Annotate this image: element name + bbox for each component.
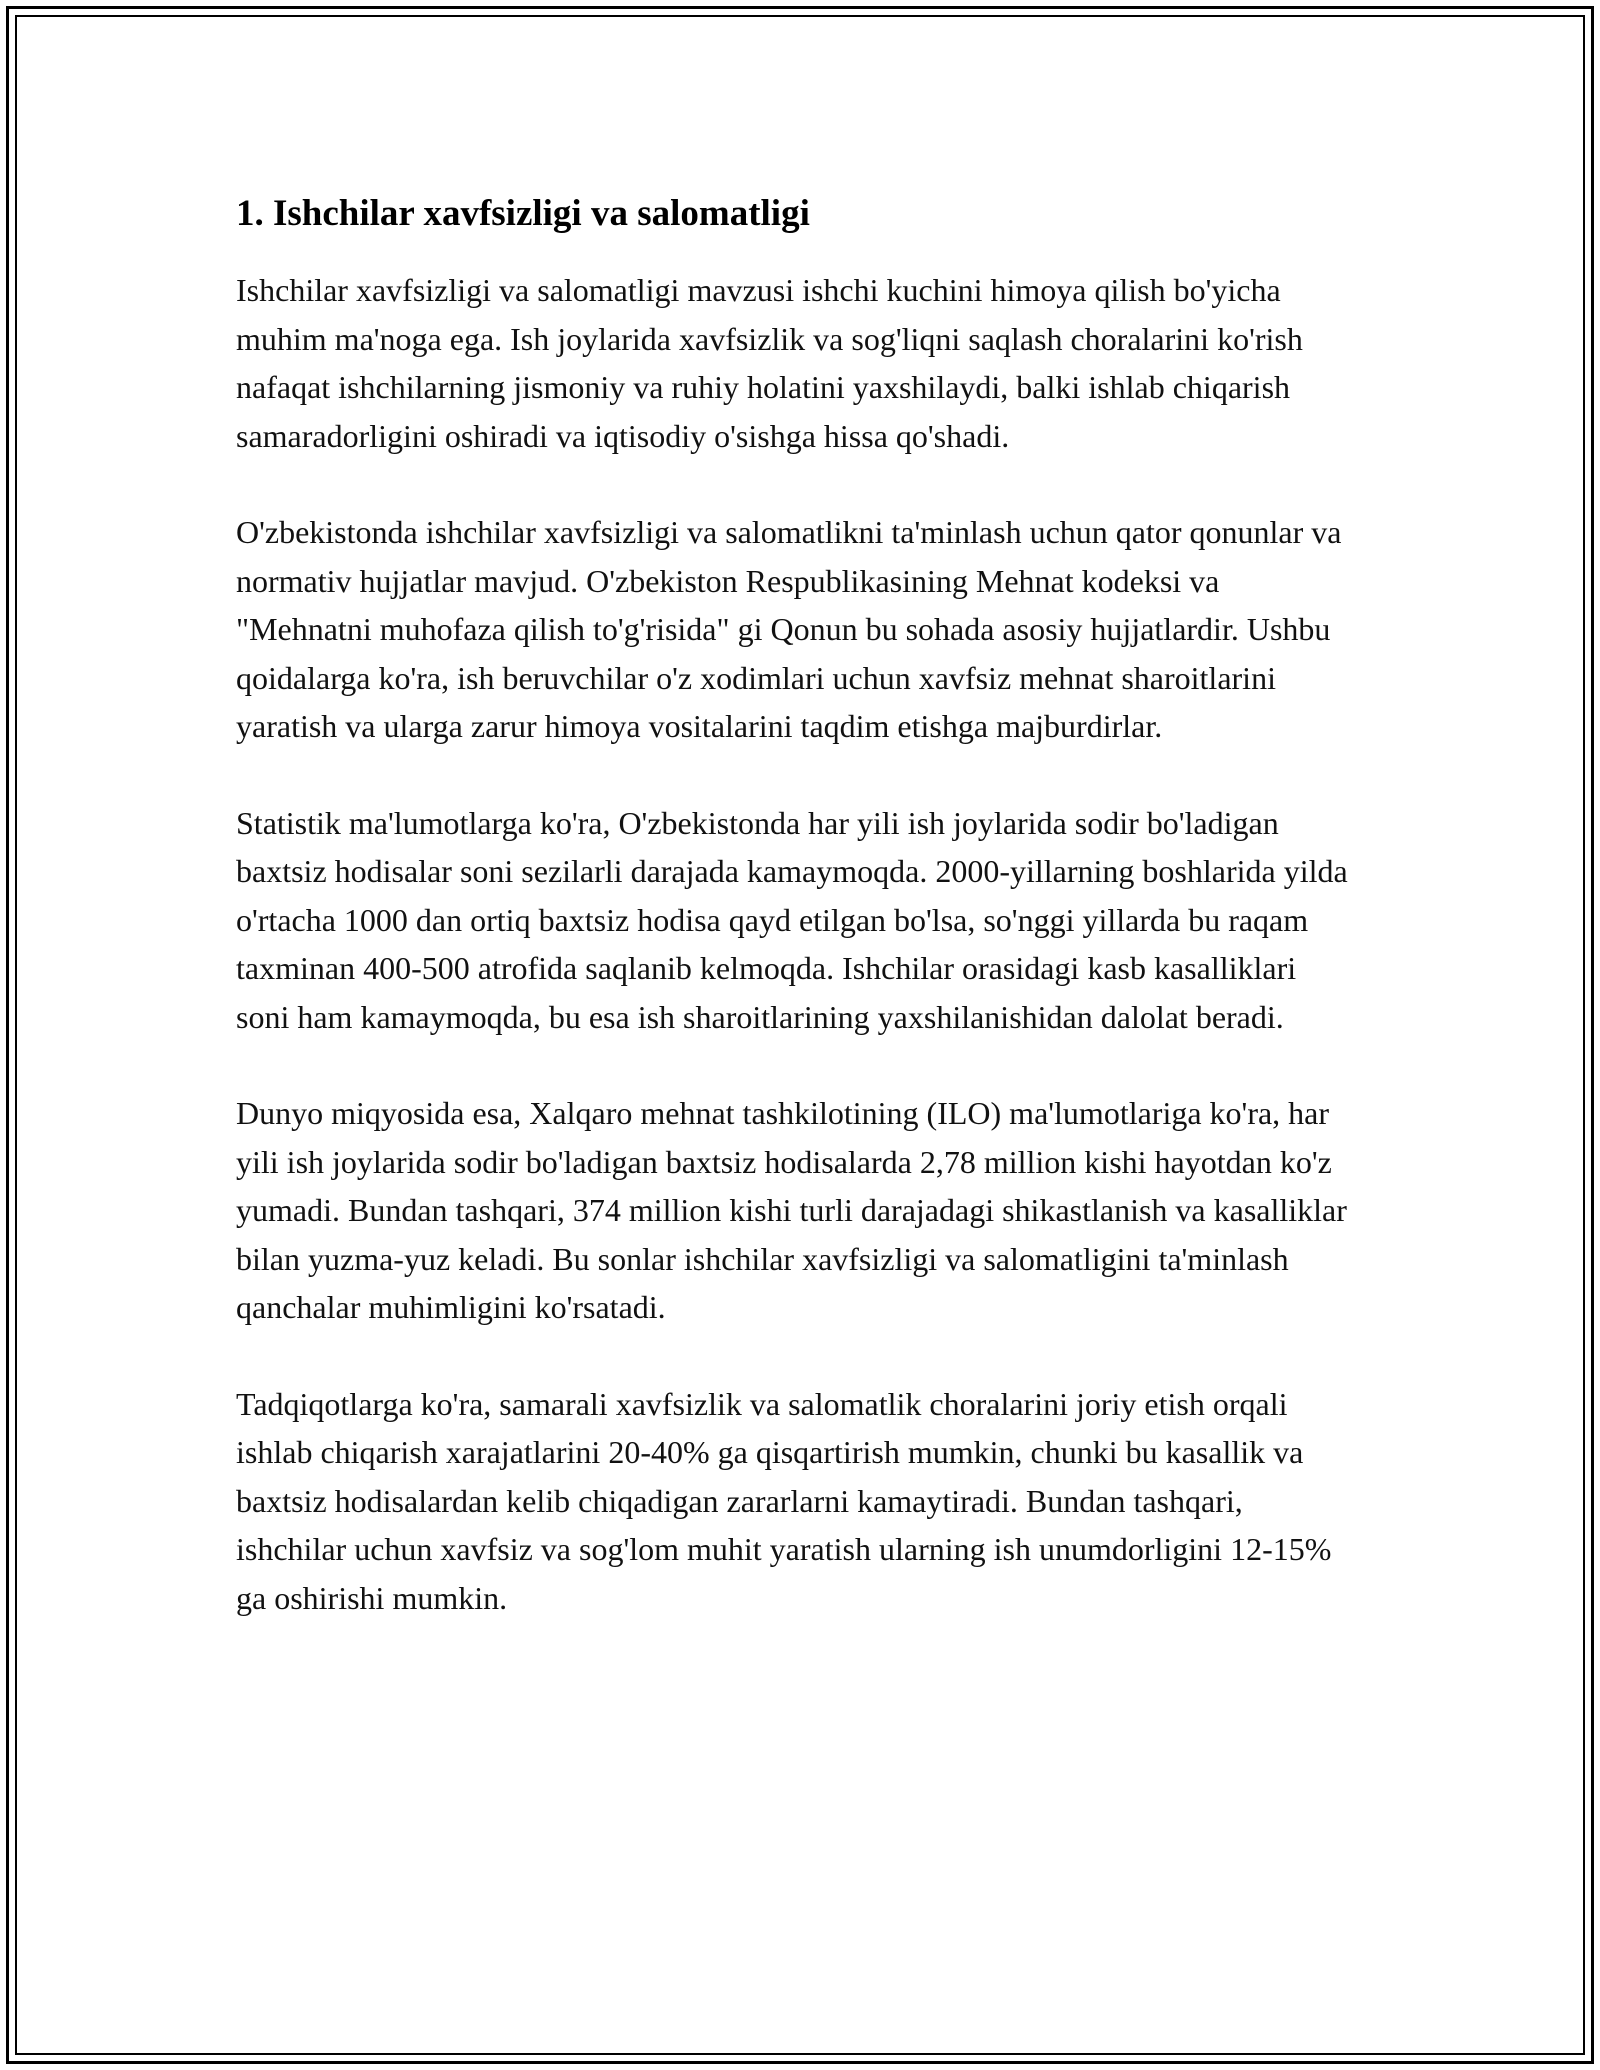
paragraph-legislation: O'zbekistonda ishchilar xavfsizligi va salomatlikni ta'minlash uchun qator qonunlar va normativ hujjatlar mavjud. O'zbekiston Respublikasining Mehnat kodeksi va "Mehnatni muhofaza qilish to'g'risida" gi Qonun bu sohada asosiy hujjatlardir. Ushbu qoidalarga ko'ra, ish beruvchilar o'z xodimlari uchun xavfsiz mehnat sharoitlarini yaratish va ularga zarur himoya vositalarini taqdim etishga majburdirlar. — [236, 514, 1342, 744]
paragraph-intro: Ishchilar xavfsizligi va salomatligi mavzusi ishchi kuchini himoya qilish bo'yicha muhim ma'noga ega. Ish joylarida xavfsizlik va sog'liqni saqlash choralarini ko'rish nafaqat ishchilarning jismoniy va ruhiy holatini yaxshilaydi, balki ishlab chiqarish samaradorligini oshiradi va iqtisodiy o'sishga hissa qo'shadi. — [236, 272, 1303, 454]
paragraph-global-statistics: Dunyo miqyosida esa, Xalqaro mehnat tashkilotining (ILO) ma'lumotlariga ko'ra, har yili ish joylarida sodir bo'ladigan baxtsiz hodisalarda 2,78 million kishi hayotdan ko'z yumadi. Bundan tashqari, 374 million kishi turli darajadagi shikastlanish va kasalliklar bilan yuzma-yuz keladi. Bu sonlar ishchilar xavfsizligi va salomatligini ta'minlash qanchalar muhimligini ko'rsatadi. — [236, 1095, 1347, 1325]
document-body — [236, 186, 1356, 1670]
paragraph-research-findings: Tadqiqotlarga ko'ra, samarali xavfsizlik va salomatlik choralarini joriy etish orqali ishlab chiqarish xarajatlarini 20-40% ga qisqartirish mumkin, chunki bu kasallik va baxtsiz hodisalardan kelib chiqadigan zararlarni kamaytiradi. Bundan tashqari, ishchilar uchun xavfsiz va sog'lom muhit yaratish ularning ish unumdorligini 12-15% ga oshirishi mumkin. — [236, 1385, 1332, 1616]
paragraph-national-statistics: Statistik ma'lumotlarga ko'ra, O'zbekistonda har yili ish joylarida sodir bo'ladigan baxtsiz hodisalar soni sezilarli darajada kamaymoqda. 2000-yillarning boshlarida yilda o'rtacha 1000 dan ortiq baxtsiz hodisa qayd etilgan bo'lsa, so'nggi yillarda bu raqam taxminan 400-500 atrofida saqlanib kelmoqda. Ishchilar orasidagi kasb kasalliklari soni ham kamaymoqda, bu esa ish sharoitlarining yaxshilanishidan dalolat beradi. — [236, 804, 1348, 1035]
section-heading: 1. Ishchilar xavfsizligi va salomatligi — [236, 193, 810, 234]
